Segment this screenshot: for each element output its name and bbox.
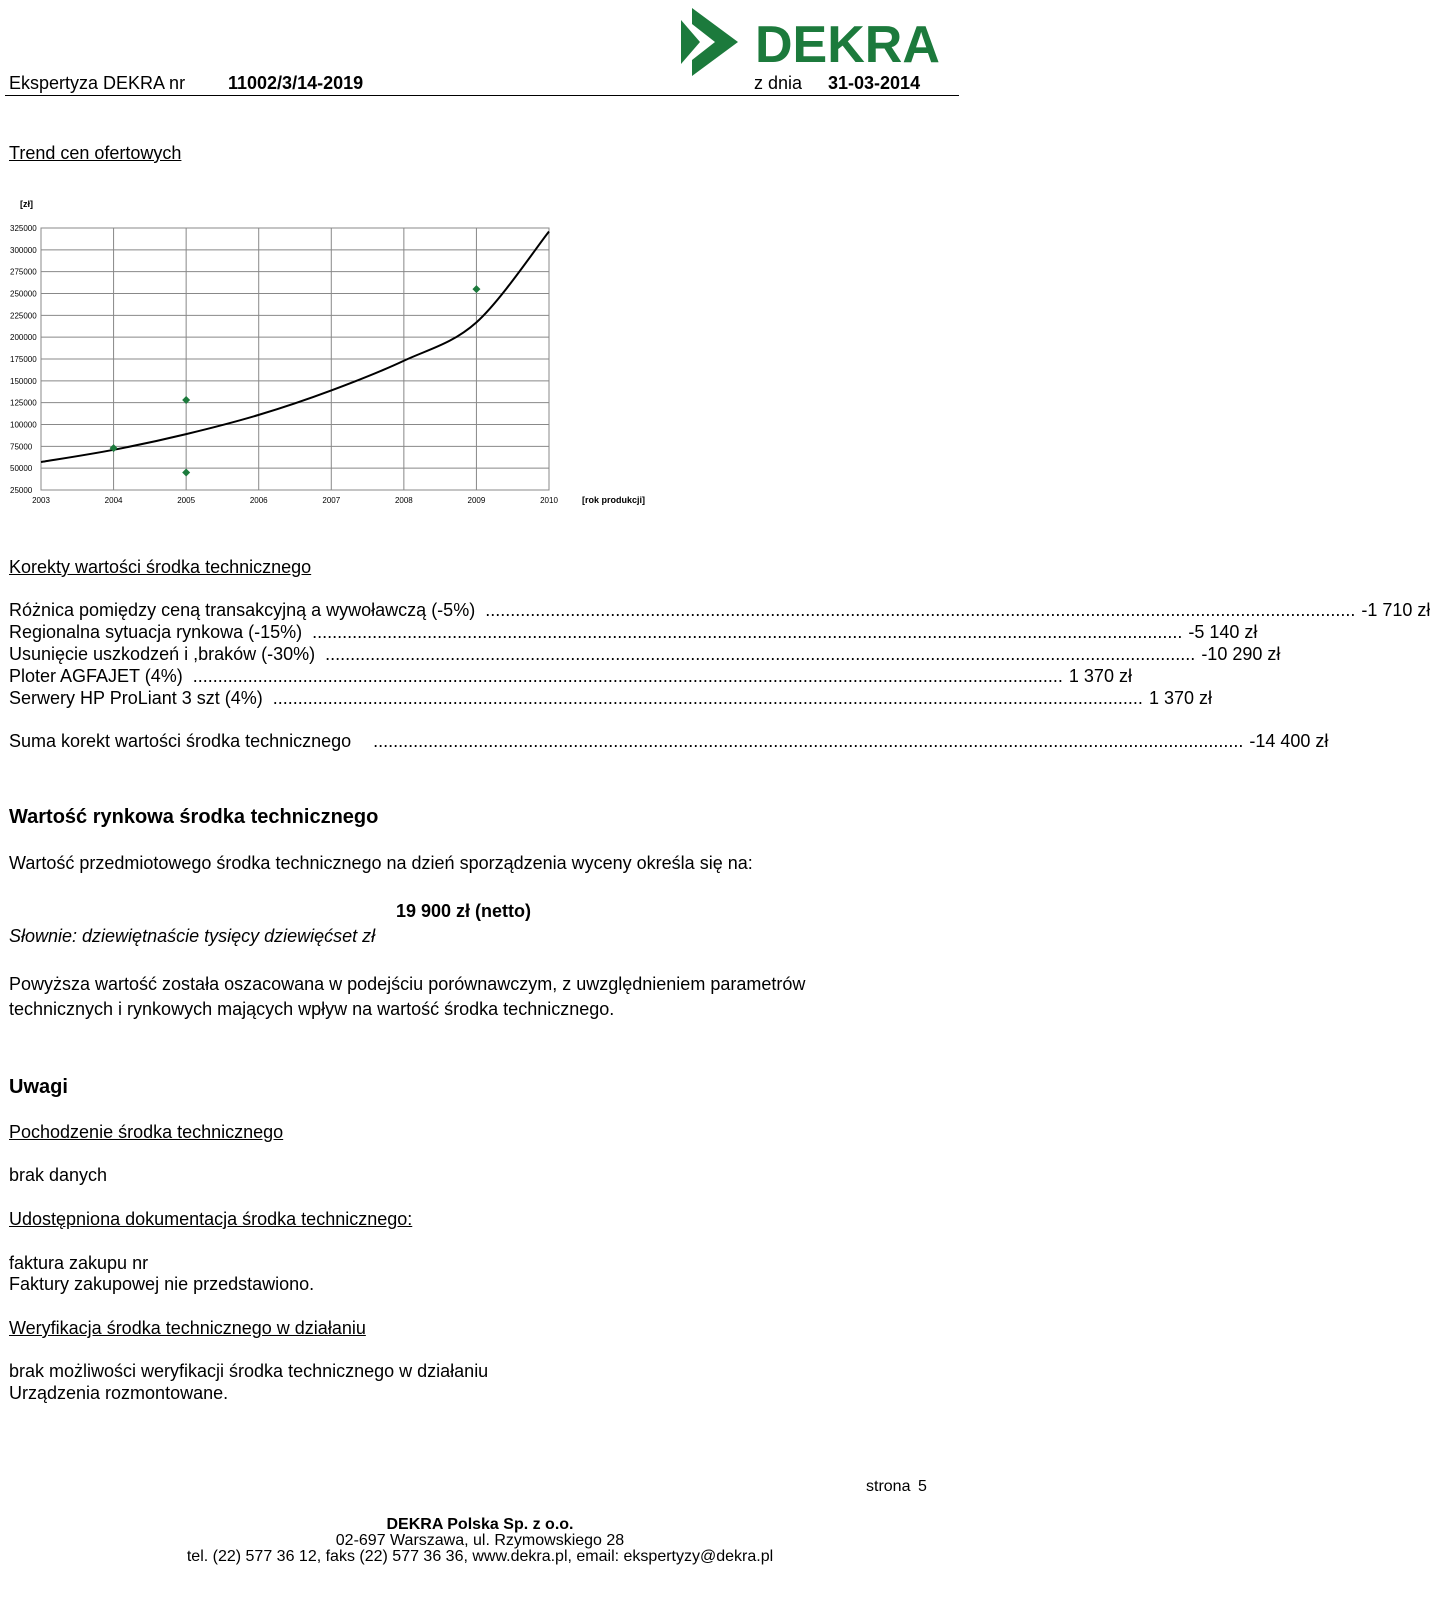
- correction-leader: ..............................................................................................................................................................................: [485, 600, 1356, 620]
- footer-company: DEKRA Polska Sp. z o.o.: [386, 1516, 574, 1533]
- documentation-line2: Faktury zakupowej nie przedstawiono.: [9, 1274, 315, 1294]
- chart-y-tick-label: 175000: [10, 355, 37, 364]
- correction-value: -10 290 zł: [1201, 644, 1281, 664]
- trend-title: Trend cen ofertowych: [9, 143, 182, 163]
- chart-y-tick-label: 225000: [10, 311, 37, 321]
- correction-row: [9, 666, 1132, 688]
- market-value-note-line2: technicznych i rynkowych mających wpływ na wartość środka technicznego.: [9, 999, 615, 1019]
- correction-leader: ..............................................................................................................................................................................: [192, 666, 1063, 686]
- report-label: Ekspertyza DEKRA nr: [9, 73, 186, 93]
- chart-y-tick-label: 300000: [10, 245, 37, 255]
- documentation-title: Udostępniona dokumentacja środka technicznego:: [9, 1209, 413, 1229]
- corrections-sum-value: -14 400 zł: [1249, 731, 1329, 751]
- market-value-amount: 19 900 zł (netto): [396, 901, 532, 921]
- corrections-sum-row: [9, 731, 1329, 753]
- offer-point-marker: [472, 285, 480, 293]
- report-date-label: z dnia: [754, 73, 803, 93]
- chart-grid: [41, 228, 549, 490]
- market-value-in-words: Słownie: dziewiętnaście tysięcy dziewięćset zł: [9, 926, 376, 946]
- chart-x-tick-label: 2007: [322, 496, 341, 505]
- corrections-title: Korekty wartości środka technicznego: [9, 557, 312, 577]
- corrections-sum-leader: ..............................................................................................................................................................................: [373, 731, 1244, 751]
- documentation-line1: faktura zakupu nr: [9, 1253, 149, 1273]
- report-date: 31-03-2014: [828, 73, 921, 93]
- correction-leader: ..............................................................................................................................................................................: [272, 688, 1143, 708]
- market-value-intro: Wartość przedmiotowego środka technicznego na dzień sporządzenia wyceny określa się na:: [9, 853, 753, 873]
- chart-x-tick-label: 2010: [540, 496, 558, 505]
- chart-y-tick-label: 275000: [10, 267, 37, 277]
- chart-y-tick-label: 25000: [10, 486, 33, 495]
- dekra-logo-text: DEKRA: [755, 16, 940, 74]
- correction-leader: ..............................................................................................................................................................................: [325, 644, 1196, 664]
- verification-line2: Urządzenia rozmontowane.: [9, 1383, 229, 1403]
- chart-y-tick-label: 200000: [10, 333, 37, 343]
- page-number-label: strona: [866, 1478, 911, 1495]
- chart-x-tick-label: 2008: [394, 496, 413, 505]
- correction-value: 1 370 zł: [1068, 666, 1132, 686]
- chart-y-tick-label: 125000: [10, 398, 37, 408]
- corrections-sum-label: Suma korekt wartości środka technicznego: [9, 731, 352, 751]
- chart-y-tick-label: 75000: [10, 442, 33, 452]
- correction-label: Regionalna sytuacja rynkowa (-15%): [9, 622, 303, 642]
- offer-point-marker: [182, 469, 190, 477]
- chart-y-tick-label: 250000: [10, 289, 37, 299]
- correction-row: [9, 688, 1212, 710]
- chart-y-tick-label: 100000: [10, 420, 37, 430]
- footer-contact: tel. (22) 577 36 12, faks (22) 577 36 36, www.dekra.pl, email: ekspertyzy@dekra.pl: [186, 1548, 774, 1565]
- chart-x-tick-label: 2006: [249, 496, 268, 505]
- chart-y-tick-label: 325000: [10, 224, 37, 233]
- correction-label: Różnica pomiędzy ceną transakcyjną a wywoławczą (-5%): [9, 600, 476, 620]
- chart-y-tick-label: 150000: [10, 376, 37, 386]
- correction-label: Usunięcie uszkodzeń i ,braków (-30%): [9, 644, 316, 664]
- chart-x-tick-label: 2003: [32, 496, 50, 505]
- dekra-logo-mark: [680, 6, 940, 78]
- correction-row: [9, 600, 1430, 622]
- remarks-heading: Uwagi: [9, 1076, 68, 1098]
- page-number: 5: [918, 1478, 927, 1495]
- market-value-note-line1: Powyższa wartość została oszacowana w podejściu porównawczym, z uwzględnieniem parametrów: [9, 974, 806, 994]
- verification-title: Weryfikacja środka technicznego w działaniu: [9, 1318, 366, 1338]
- correction-leader: ..............................................................................................................................................................................: [312, 622, 1183, 642]
- chart-x-tick-label: 2009: [467, 496, 486, 505]
- chart-x-tick-label: 2004: [104, 496, 123, 505]
- correction-value: -1 710 zł: [1361, 600, 1430, 620]
- origin-title: Pochodzenie środka technicznego: [9, 1122, 284, 1142]
- correction-label: Serwery HP ProLiant 3 szt (4%): [9, 688, 263, 708]
- correction-row: [9, 644, 1281, 666]
- origin-text: brak danych: [9, 1165, 108, 1185]
- chart-x-tick-label: 2005: [177, 496, 196, 505]
- footer-address: 02-697 Warszawa, ul. Rzymowskiego 28: [335, 1532, 625, 1549]
- chart-x-axis-label: [rok produkcji]: [582, 495, 646, 505]
- correction-label: Ploter AGFAJET (4%): [9, 666, 183, 686]
- trend-curve-line: [41, 231, 549, 462]
- header-rule: [5, 95, 959, 96]
- chart-x-ticks: [32, 496, 558, 505]
- correction-value: 1 370 zł: [1148, 688, 1212, 708]
- correction-row: [9, 622, 1258, 644]
- correction-value: -5 140 zł: [1188, 622, 1258, 642]
- price-trend-chart: [0, 190, 700, 520]
- report-number: 11002/3/14-2019: [228, 73, 364, 93]
- dekra-logo: [680, 6, 940, 83]
- market-value-heading: Wartość rynkowa środka technicznego: [9, 806, 379, 828]
- chart-y-axis-label: [zł]: [20, 199, 33, 209]
- chart-y-tick-label: 50000: [10, 464, 33, 474]
- verification-line1: brak możliwości weryfikacji środka technicznego w działaniu: [9, 1361, 489, 1381]
- chart-y-ticks: [10, 224, 37, 495]
